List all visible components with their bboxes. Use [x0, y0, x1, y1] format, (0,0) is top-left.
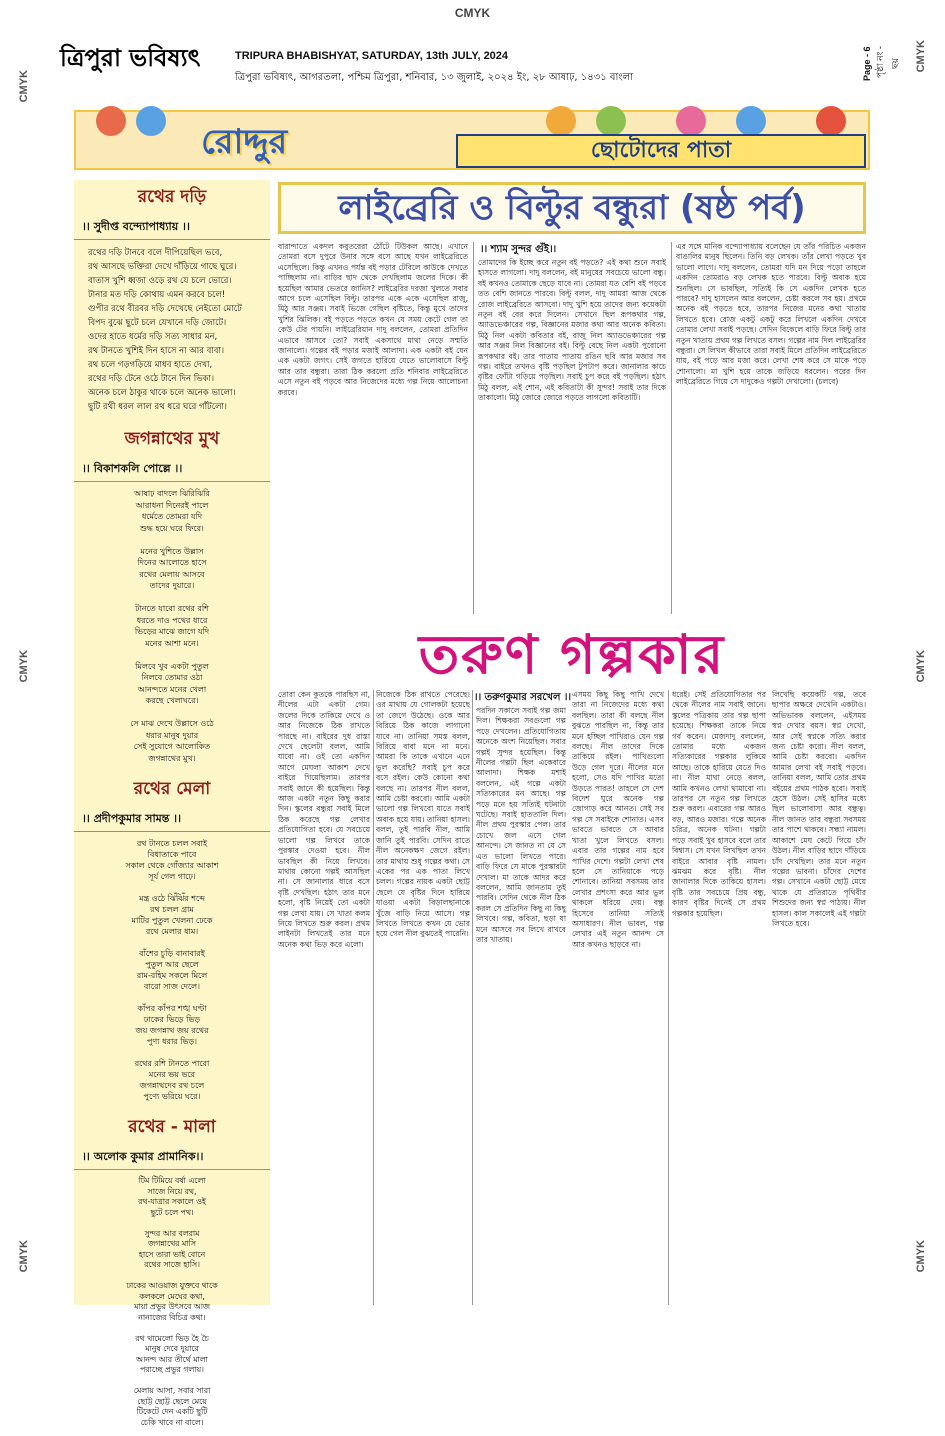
- column-rule: [671, 242, 672, 614]
- cmyk-left-mark-bottom: CMYK: [18, 1240, 30, 1273]
- kid-illustration: [136, 106, 166, 136]
- library-story-column: তোমাদের কি ইচ্ছে করে নতুন বই পড়তে? এই কথা শুনে সবাই হাসতে লাগলো। দাদু বললেন, বই মানুষের সবচেয়ে ভালো বন্ধু। বই কখনও তোমাকে ছেড়ে যাবে না। তোমরা যত বেশি বই পড়বে তত বেশি জানতে পারবে। বিল্টু বলল, দাদু আমরা আজ থেকে রোজ লাইব্রেরিতে আসবো। দাদু খুশি হয়ে তাদের জন্য কয়েকটা নতুন বই বের করে দিলেন। সেখানে ছিল রূপকথার গল্প, অ্যাডভেঞ্চারের গল্প, বিজ্ঞানের মজার কথা আর অনেক কবিতা। মিঠু নিল একটা কবিতার বই, রাজু নিল অ্যাডভেঞ্চারের গল্প আর সঞ্জয় নিল বিজ্ঞানের বই। বিল্টু বেছে নিল একটা পুরোনো রূপকথার বই। তার পাতায় পাতায় রঙিন ছবি আর মজার সব গল্প। বাইরে তখনও বৃষ্টি পড়ছিল টুপটাপ করে। জানালার কাচে বৃষ্টির ফোঁটা গড়িয়ে পড়ছিল। সবাই চুপ করে বই পড়ছিল। হঠাৎ মিঠু বলল, এই শোন, এই কবিতাটা কী সুন্দর! সবাই তার দিকে তাকালো। মিঠু জোরে জোরে পড়তে লাগলো কবিতাটি।: [478, 258, 666, 403]
- masthead: ত্রিপুরা ভবিষ্যৎ: [60, 44, 201, 72]
- poem-2: [74, 422, 270, 772]
- library-story-column: বারান্দাতে একদল কবুতরেরা ঠোঁটে টিউকল আছে। এখানে তোমরা বসে দুপুরে উনার সঙ্গে বসে আছে যখন লাইব্রেরিতে এসেছিলে। কিন্তু এখনও পর্যন্ত বই পড়ার টেবিলে কাউকে দেখতে পাচ্ছিলাম না। বাড়ির ছাদ থেকে দেখছিলাম জলের দিকে। কী হয়েছিল আমার ভেতরে জানিস? লাইব্রেরির দরজা খুলতে সবার আগে চলে এসেছিল বিল্টু। তারপর একে একে এসেছিল রাজু, মিঠু আর সঞ্জয়। সবাই ভিজে গেছিল বৃষ্টিতে, কিন্তু মুখে তাদের খুশির ঝিলিক। বই পড়তে পড়তে কখন যে সময় কেটে গেল তা কেউ টের পায়নি। লাইব্রেরিয়ান দাদু বললেন, তোমরা প্রতিদিন এভাবে আসবে তো? সবাই একসাথে মাথা নেড়ে সম্মতি জানালো। গল্পের বই পড়ার মজাই আলাদা। এক একটা বই যেন এক একটা জগৎ। সেই জগতে হারিয়ে যেতে ভালোবাসে বিল্টু আর তার বন্ধুরা। তারা ঠিক করলো প্রতি শনিবার লাইব্রেরিতে এসে নতুন বই পড়বে আর নিজেদের মধ্যে গল্প নিয়ে আলোচনা করবে।: [278, 242, 468, 397]
- page-header: [60, 40, 900, 90]
- kid-illustration: [596, 106, 626, 136]
- poem-title: রথের দড়ি: [137, 187, 207, 207]
- column-rule: [373, 690, 374, 1305]
- kid-illustration: [676, 106, 706, 136]
- poem-text: আষাঢ় বাদলে ঝিরিঝিরি আরাধনা দিনেরই পালে ধর্মেতে তোমরা যদি শুদ্ধ হয়ে ঘরে ফিরে। মনের খুশিতে উল্লাস দিনের আলোতে হাসে রথের মেলায় আসবে তাদের দুয়ারে। টানতে যাবো রথের রশি ধরতে দাও পথের ধারে ভিড়ের মাঝে জাগে যদি মনের আশা মনে। মিলবে খুব একটা পুতুল নিলবে তোমার ওঠা আনন্দতে মনের খেলা করছে খেলাঘরে। সে মাঝ দেখে উল্লাসে ওঠে ধরার মানুষ দুয়ার সেই সুযোগে আলোকিত জগন্নাথের মুখ।: [130, 489, 214, 763]
- young-writer-column: এসময় কিছু কিছু পাখি দেখে তারা না নিজেদের মধ্যে কথা বলছিল। তারা কী বলছে নীল বুঝতে পারছিল না, কিন্তু তার মনে হচ্ছিল পাখিরাও যেন গল্প বলছে। নীল তাদের দিকে তাকিয়ে রইল। পাখিগুলো উড়ে গেল দূরে। নীলের মনে হলো, সেও যদি পাখির মতো উড়তে পারত! তাহলে সে দেশ বিদেশ ঘুরে অনেক গল্প জোগাড় করে আনত। সেই সব গল্প সে সবাইকে শোনাত। এসব ভাবতে ভাবতে সে আবার খাতা খুলে লিখতে বসল। এবার তার গল্পের নাম হবে পাখির দেশে। গল্পটা লেখা শেষ হলে সে তানিয়াকে পড়ে শোনাবে। তানিয়া সবসময় তার লেখার প্রশংসা করে আর ভুল থাকলে ধরিয়ে দেয়। বন্ধু হিসেবে তানিয়া সত্যিই অসাধারণ। নীল ভাবল, গল্প লেখার এই নতুন আনন্দ সে আর কখনও ছাড়বে না।: [572, 690, 664, 949]
- young-writer-column: পরদিন সকালে সবাই গল্প জমা দিল। শিক্ষকরা সবগুলো গল্প পড়ে দেখলেন। প্রতিযোগিতায় অনেকে অংশ নিয়েছিল। সবার গল্পই সুন্দর হয়েছিল। কিন্তু নীলের গল্পটা ছিল একেবারে আলাদা। শিক্ষক মশাই বললেন, এই গল্পে একটা সত্যিকারের মন আছে। গল্প পড়ে মনে হয় সত্যিই ঘটনাটা ঘটেছে। সবাই হাততালি দিল। নীল প্রথম পুরস্কার পেল। তার চোখে জল এসে গেল আনন্দে। সে জানত না যে সে এত ভালো লিখতে পারে। বাড়ি ফিরে সে মাকে পুরস্কারটা দেখাল। মা তাকে আদর করে বললেন, আমি জানতাম তুই পারবি। সেদিন থেকে নীল ঠিক করল সে প্রতিদিন কিছু না কিছু লিখবে। গল্প, কবিতা, ছড়া যা মনে আসবে সব লিখে রাখবে তার খাতায়।: [476, 706, 566, 944]
- poem-author: ।। বিকাশকলি পোল্লে ।।: [74, 458, 270, 482]
- poem-1: [74, 180, 270, 422]
- kid-illustration: [96, 106, 126, 136]
- cmyk-right-mark-bottom: CMYK: [915, 1240, 927, 1273]
- poem-text: টিম টিমিয়ে বর্ষা এলো সাজে নিয়ে রথ, রথ-যাত্রার সকালে ওই ছুটে চলে পথ। সুন্দর আর বলরাম জগন্নাথের মাসি হাসে তারা ভাই বোনে রথের সাজে হাসি। ঢাকের আওয়াজ যুক্তবে থাকে কলকলে মেঘের কথা, মায়া প্রভুর উৎসবে আজ নানাজের বিচিত্র কথা। রথ থামেলো ভিড় হৈ চৈ মানুষ দেবে দুয়ারে আনন্দ আর তীর্থে মালা পরাচ্ছে প্রভুর গলায়। মেলায় আসা, সবার সারা ছোট্ট ছোট্ট ছেলে মেয়ে টিকেটে দেন একটি ছুটি চেকি খাবে না বালে।: [126, 1176, 218, 1427]
- poem-author: ।। সুদীপ্ত বন্দ্যোপাধ্যায় ।।: [74, 216, 270, 240]
- column-rule: [472, 690, 473, 1305]
- poem-4: [74, 1110, 270, 1436]
- library-story-byline: ।। শ্যাম সুন্দর গুঁই।।: [480, 244, 557, 255]
- section-banner: [74, 110, 870, 170]
- page-number-en: Page - 6: [862, 46, 872, 82]
- page-number-bn: পৃষ্ঠা নং - ছয়: [875, 46, 900, 78]
- young-writer-title: তরুণ গল্পকার: [418, 623, 726, 686]
- poem-title: রথের মেলা: [133, 779, 211, 799]
- young-writer-column: তোরা কেন কুতকে পারছিস না, নীলের এটা একটা গেম। জলের দিকে তাকিয়ে দেখে ও আর নিজেকে ঠিক রাখতে পারছে না। বাইরের দুধ রাস্তা দেখে ছেলেটা বলল, আমি যাবো না। ওই তো একদিন আগে মেঘলা আকাশ দেখে বাইরে গিয়েছিলাম। তারপর সবাই জানে কী হয়েছিল। কিন্তু আজ একটা নতুন কিছু করার দিন। স্কুলের বন্ধুরা সবাই মিলে ঠিক করেছে গল্প লেখার প্রতিযোগিতা হবে। যে সবচেয়ে ভালো গল্প লিখবে তাকে পুরস্কার দেওয়া হবে। নীল ভাবছিল কী নিয়ে লিখবে। মাথায় কোনো গল্পই আসছিল না। সে জানালার ধারে বসে বৃষ্টি দেখছিল। হঠাৎ তার মনে হলো, বৃষ্টি নিয়েই তো একটা গল্প লেখা যায়। সে খাতা কলম নিয়ে লিখতে শুরু করল। প্রথম লাইনটা লিখতেই তার মনে অনেক কথা ভিড় করে এলো।: [278, 690, 370, 949]
- young-writer-column: লিখেছি কয়েকটি গল্প, তবে ছাপার অক্ষরে দেখেনি একটাও। অভিভাবক বললেন, এইসময় স্বপ্ন দেখার বয়স। স্বপ্ন দেখো, আর সেই স্বপ্নকে সত্যি করার জন্য চেষ্টা করো। নীল বলল, আমি চেষ্টা করবো। একদিন আমার লেখা বই সবাই পড়বে। তানিয়া বলল, আমি তোর প্রথম বইয়ের প্রথম পাঠক হবো। সবাই হেসে উঠল। সেই হাসির মধ্যে ছিল ভালোবাসা আর বন্ধুত্ব। নীল জানত তার বন্ধুরা সবসময় তার পাশে থাকবে। সন্ধ্যা নামল। আকাশে মেঘ কেটে গিয়ে চাঁদ উঠল। নীল বাড়ির ছাদে দাঁড়িয়ে চাঁদ দেখছিল। তার মনে নতুন গল্পের ভাবনা। চাঁদের দেশের গল্প। সেখানে একটা ছোট্ট মেয়ে থাকে যে প্রতিরাতে পৃথিবীর শিশুদের জন্য স্বপ্ন পাঠায়। নীল হাসল। কাল সকালেই এই গল্পটা লিখতে হবে।: [772, 690, 866, 928]
- poem-author: ।। অলোক কুমার প্রামানিক।।: [74, 1146, 270, 1170]
- poem-text: রথ টানতে চলল সবাই বিধাতাকে পাবে সকাল থেকে গোঁজ্যার আকাশ সূর্য গেল গাঢ়ে। মন্ত্র ওঠে ঝিঁঝিঁর শব্দে রথ চলল গ্রাম মাটির পুতুল খেলনা ঢেকে রথে মেলার ধাম। বাঁশের চুড়ি বানাবারই পুতুল আর ছেলে রাম-রহিম সকলে মিলে বারো সাজ দেলে। কাঁপর কাঁপর শঙ্খ ঘণ্টা ঢাকের ভিড়ে ভিড় জয় জগন্নাথ জয় রথের পুণ্য ধরার ভিড়। রথের রশি টানতে পারো মনের ভয় ভরে জগন্নাথদেব রথ চলে পুণ্যে ভরিয়ে ঘরে।: [125, 839, 219, 1101]
- header-bengali-line: ত্রিপুরা ভবিষ্যৎ, আগরতলা, পশ্চিম ত্রিপুরা, শনিবার, ১৩ জুলাই, ২০২৪ ইং, ২৮ আষাঢ়, ১৪৩১ বাংলা: [235, 72, 634, 83]
- poem-title: জগন্নাথের মুখ: [124, 429, 220, 449]
- library-story-title: লাইব্রেরি ও বিল্টুর বন্ধুরা (ষষ্ঠ পর্ব): [278, 182, 866, 234]
- column-rule: [473, 242, 474, 614]
- poem-3: [74, 772, 270, 1110]
- young-writer-column: ধরেই। সেই প্রতিযোগিতার পর থেকে নীলের নাম সবাই জানে। স্কুলের পত্রিকায় তার গল্প ছাপা হয়েছে। শিক্ষকরা তাকে নিয়ে গর্ব করেন। মেজদাদু বললেন, তোমার মধ্যে একজন সত্যিকারের গল্পকার লুকিয়ে আছে। তাকে হারিয়ে যেতে দিও না। নীল মাথা নেড়ে বলল, আমি কখনও লেখা থামাবো না। তারপর সে নতুন গল্প লিখতে শুরু করল। এবারের গল্প আরও বড়, আরও মজার। গল্পে অনেক চরিত্র, অনেক ঘটনা। গল্পটা পড়ে সবাই খুব হাসবে বলে তার বিশ্বাস। সে যখন লিখছিল তখন বাইরে আবার বৃষ্টি নামল। ঝমঝম করে বৃষ্টি। নীল জানালার দিকে তাকিয়ে হাসল। বৃষ্টি তার সবচেয়ে প্রিয় বন্ধু, কারণ বৃষ্টির দিনেই সে প্রথম গল্পকার হয়েছিল।: [672, 690, 766, 918]
- header-english-line: TRIPURA BHABISHYAT, SATURDAY, 13th JULY, 2024: [235, 50, 509, 62]
- poem-text: রথের দড়ি টানবে বলে দীপিয়েছিল ভবে, রথ আসছে ভক্তিরা দেখে দাঁড়িয়ে গাছে ঘুরে। বাতাস খুশি ধ্বজা ওড়ে রথ যে চলে ভোরে। টানার মত দড়ি কোথায় এমন করবে চলে! গুপীর রথে বীরবর দড়ি দেখেছে নেইতো মোটে বিপদ বুঝে ছুটে চলে যেখানে দড়ি জোটে। ওদের হাতে ধর্মের দড়ি সত্য সাধার মন, রথ টানতে খুশিই দিন হাসে না আর বাবা। রথ চলে গড়গড়িয়ে মাধব হাতে দেখা, রথের দড়ি টেনে ওঠে টানে দিন ভিকা। অনেক চলে ঠাকুর থাকে চলে অনেক ভালো। ছুটি রথী ধরল লাল রথ ধরে ঘরে গাঁটলো।: [88, 248, 242, 412]
- young-writer-byline: ।। তরুণকুমার সরখেল ।।: [474, 692, 572, 703]
- kid-illustration: [546, 106, 576, 136]
- column-rule: [668, 690, 669, 1305]
- cmyk-right-mark-mid: CMYK: [915, 650, 927, 683]
- library-story-column: এর সঙ্গে মানিক বন্দ্যোপাধ্যায় বলেছেন যে তাঁর পরিচিত একজন বাঙালির মানুষ ছিলেন। তিনি বড় লেখক। তাঁর লেখা পড়তে খুব ভালো লাগে। দাদু বললেন, তোমরা যদি মন দিয়ে পড়ো তাহলে একদিন তোমরাও বড় লেখক হতে পারবে। বিল্টু অবাক হয়ে শুনছিল। সে ভাবছিল, সত্যিই কি সে একদিন লেখক হতে পারবে? দাদু হাসলেন আর বললেন, চেষ্টা করলে সব হয়। প্রথমে অনেক বই পড়তে হবে, তারপর নিজের মনের কথা খাতায় লিখতে হবে। রোজ একটু একটু করে লিখলে একদিন দেখবে তোমার লেখা সবাই পড়ছে। সেদিন বিকেলে বাড়ি ফিরে বিল্টু তার নতুন খাতায় প্রথম গল্প লিখতে বসল। গল্পের নাম দিল লাইব্রেরির বন্ধুরা। সে লিখল কীভাবে তারা সবাই মিলে প্রতিদিন লাইব্রেরিতে যায়, বই পড়ে আর মজা করে। লেখা শেষ করে সে মাকে পড়ে শোনালো। মা খুশি হয়ে তাকে জড়িয়ে ধরলেন। পরের দিন লাইব্রেরিতে গিয়ে সে দাদুকেও গল্পটা দেখালো। (চলবে): [676, 242, 866, 387]
- poem-author: ।। প্রদীপকুমার সামন্ত ।।: [74, 808, 270, 832]
- young-writer-column: নিজেকে ঠিক রাখতে পেরেছে। ওর মাথায় যে গোলকটা হয়েছে তা জেগে উঠেছে। ওকে আর বিরিয়ে ঠিক কাজে লাগানো যাবে না। তানিয়া সমস্ত বলল, বিরিয়ে বাবা মনে না মনে। আমরা কি তাকে এখানে এনে ভুল করেছি? সবাই চুপ করে বসে রইল। কেউ কোনো কথা বলছে না। তারপর নীল বলল, আমি চেষ্টা করবো। আমি একটা ভালো গল্প লিখবো যাতে সবাই অবাক হয়ে যায়। তানিয়া হাসল। বলল, তুই পারবি নীল, আমি জানি তুই পারবি। সেদিন রাতে নীল অনেকক্ষণ জেগে রইল। তার মাথায় শুধু গল্পের কথা। সে একের পর এক পাতা লিখে চলল। গল্পের নায়ক একটা ছোট্ট ছেলে যে বৃষ্টির দিনে হারিয়ে যাওয়া একটা বিড়ালছানাকে খুঁজে বাড়ি নিয়ে আসে। গল্প লিখতে লিখতে কখন যে ভোর হয়ে গেল নীল বুঝতেই পারেনি।: [376, 690, 470, 939]
- page-number: [862, 40, 900, 88]
- poem-column: [74, 180, 270, 1427]
- kid-illustration: [816, 106, 846, 136]
- kid-illustration: [736, 106, 766, 136]
- section-logo: রোদ্দুর: [201, 122, 288, 162]
- cmyk-right-mark-top: CMYK: [915, 40, 927, 73]
- cmyk-top-mark: CMYK: [454, 6, 491, 20]
- section-subtitle: ছোটোদের পাতা: [456, 134, 866, 168]
- cmyk-left-mark-mid: CMYK: [18, 650, 30, 683]
- poem-title: রথের - মালা: [128, 1117, 216, 1137]
- cmyk-left-mark-top: CMYK: [18, 70, 30, 103]
